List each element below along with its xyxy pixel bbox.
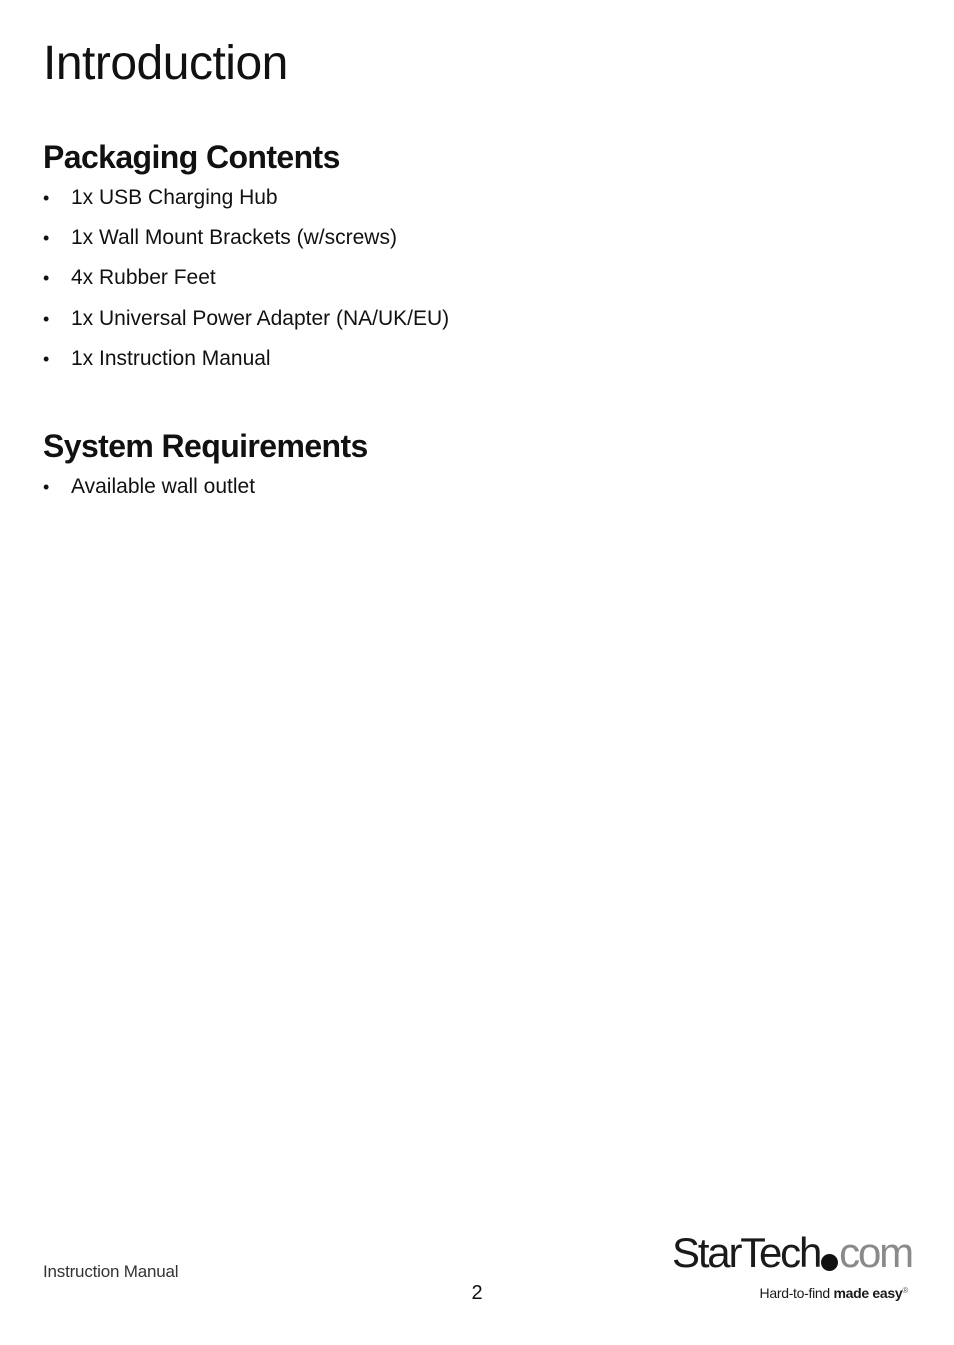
list-item-text: 1x Wall Mount Brackets (w/screws) — [71, 226, 397, 250]
logo-tagline — [760, 1282, 908, 1302]
bullet-icon: • — [43, 228, 50, 249]
logo-dot-icon — [821, 1254, 838, 1271]
bullet-icon: • — [43, 308, 50, 329]
footer-document-label: Instruction Manual — [43, 1262, 179, 1281]
page-number: 2 — [471, 1282, 483, 1304]
startech-logo — [672, 1230, 912, 1305]
bullet-icon: • — [43, 348, 50, 369]
logo-wordmark-secondary: com — [839, 1229, 912, 1276]
packaging-contents-heading: Packaging Contents — [43, 139, 340, 175]
bullet-icon: • — [43, 188, 50, 208]
logo-tagline-regular: Hard-to-find — [759, 1285, 834, 1301]
bullet-icon: • — [43, 477, 50, 497]
bullet-icon: • — [43, 268, 50, 289]
list-item-text: 4x Rubber Feet — [71, 266, 216, 290]
list-item-text: 1x Universal Power Adapter (NA/UK/EU) — [71, 306, 450, 330]
list-item-text: 1x USB Charging Hub — [71, 186, 278, 209]
system-requirements-heading: System Requirements — [43, 428, 368, 464]
logo-wordmark — [672, 1230, 912, 1276]
logo-tagline-bold: made easy — [833, 1285, 903, 1301]
logo-wordmark-primary: StarTech — [672, 1229, 821, 1276]
list-item-text: Available wall outlet — [71, 475, 256, 498]
page-title: Introduction — [43, 37, 288, 90]
registered-mark-icon: ® — [902, 1286, 908, 1295]
list-item-text: 1x Instruction Manual — [71, 346, 271, 370]
